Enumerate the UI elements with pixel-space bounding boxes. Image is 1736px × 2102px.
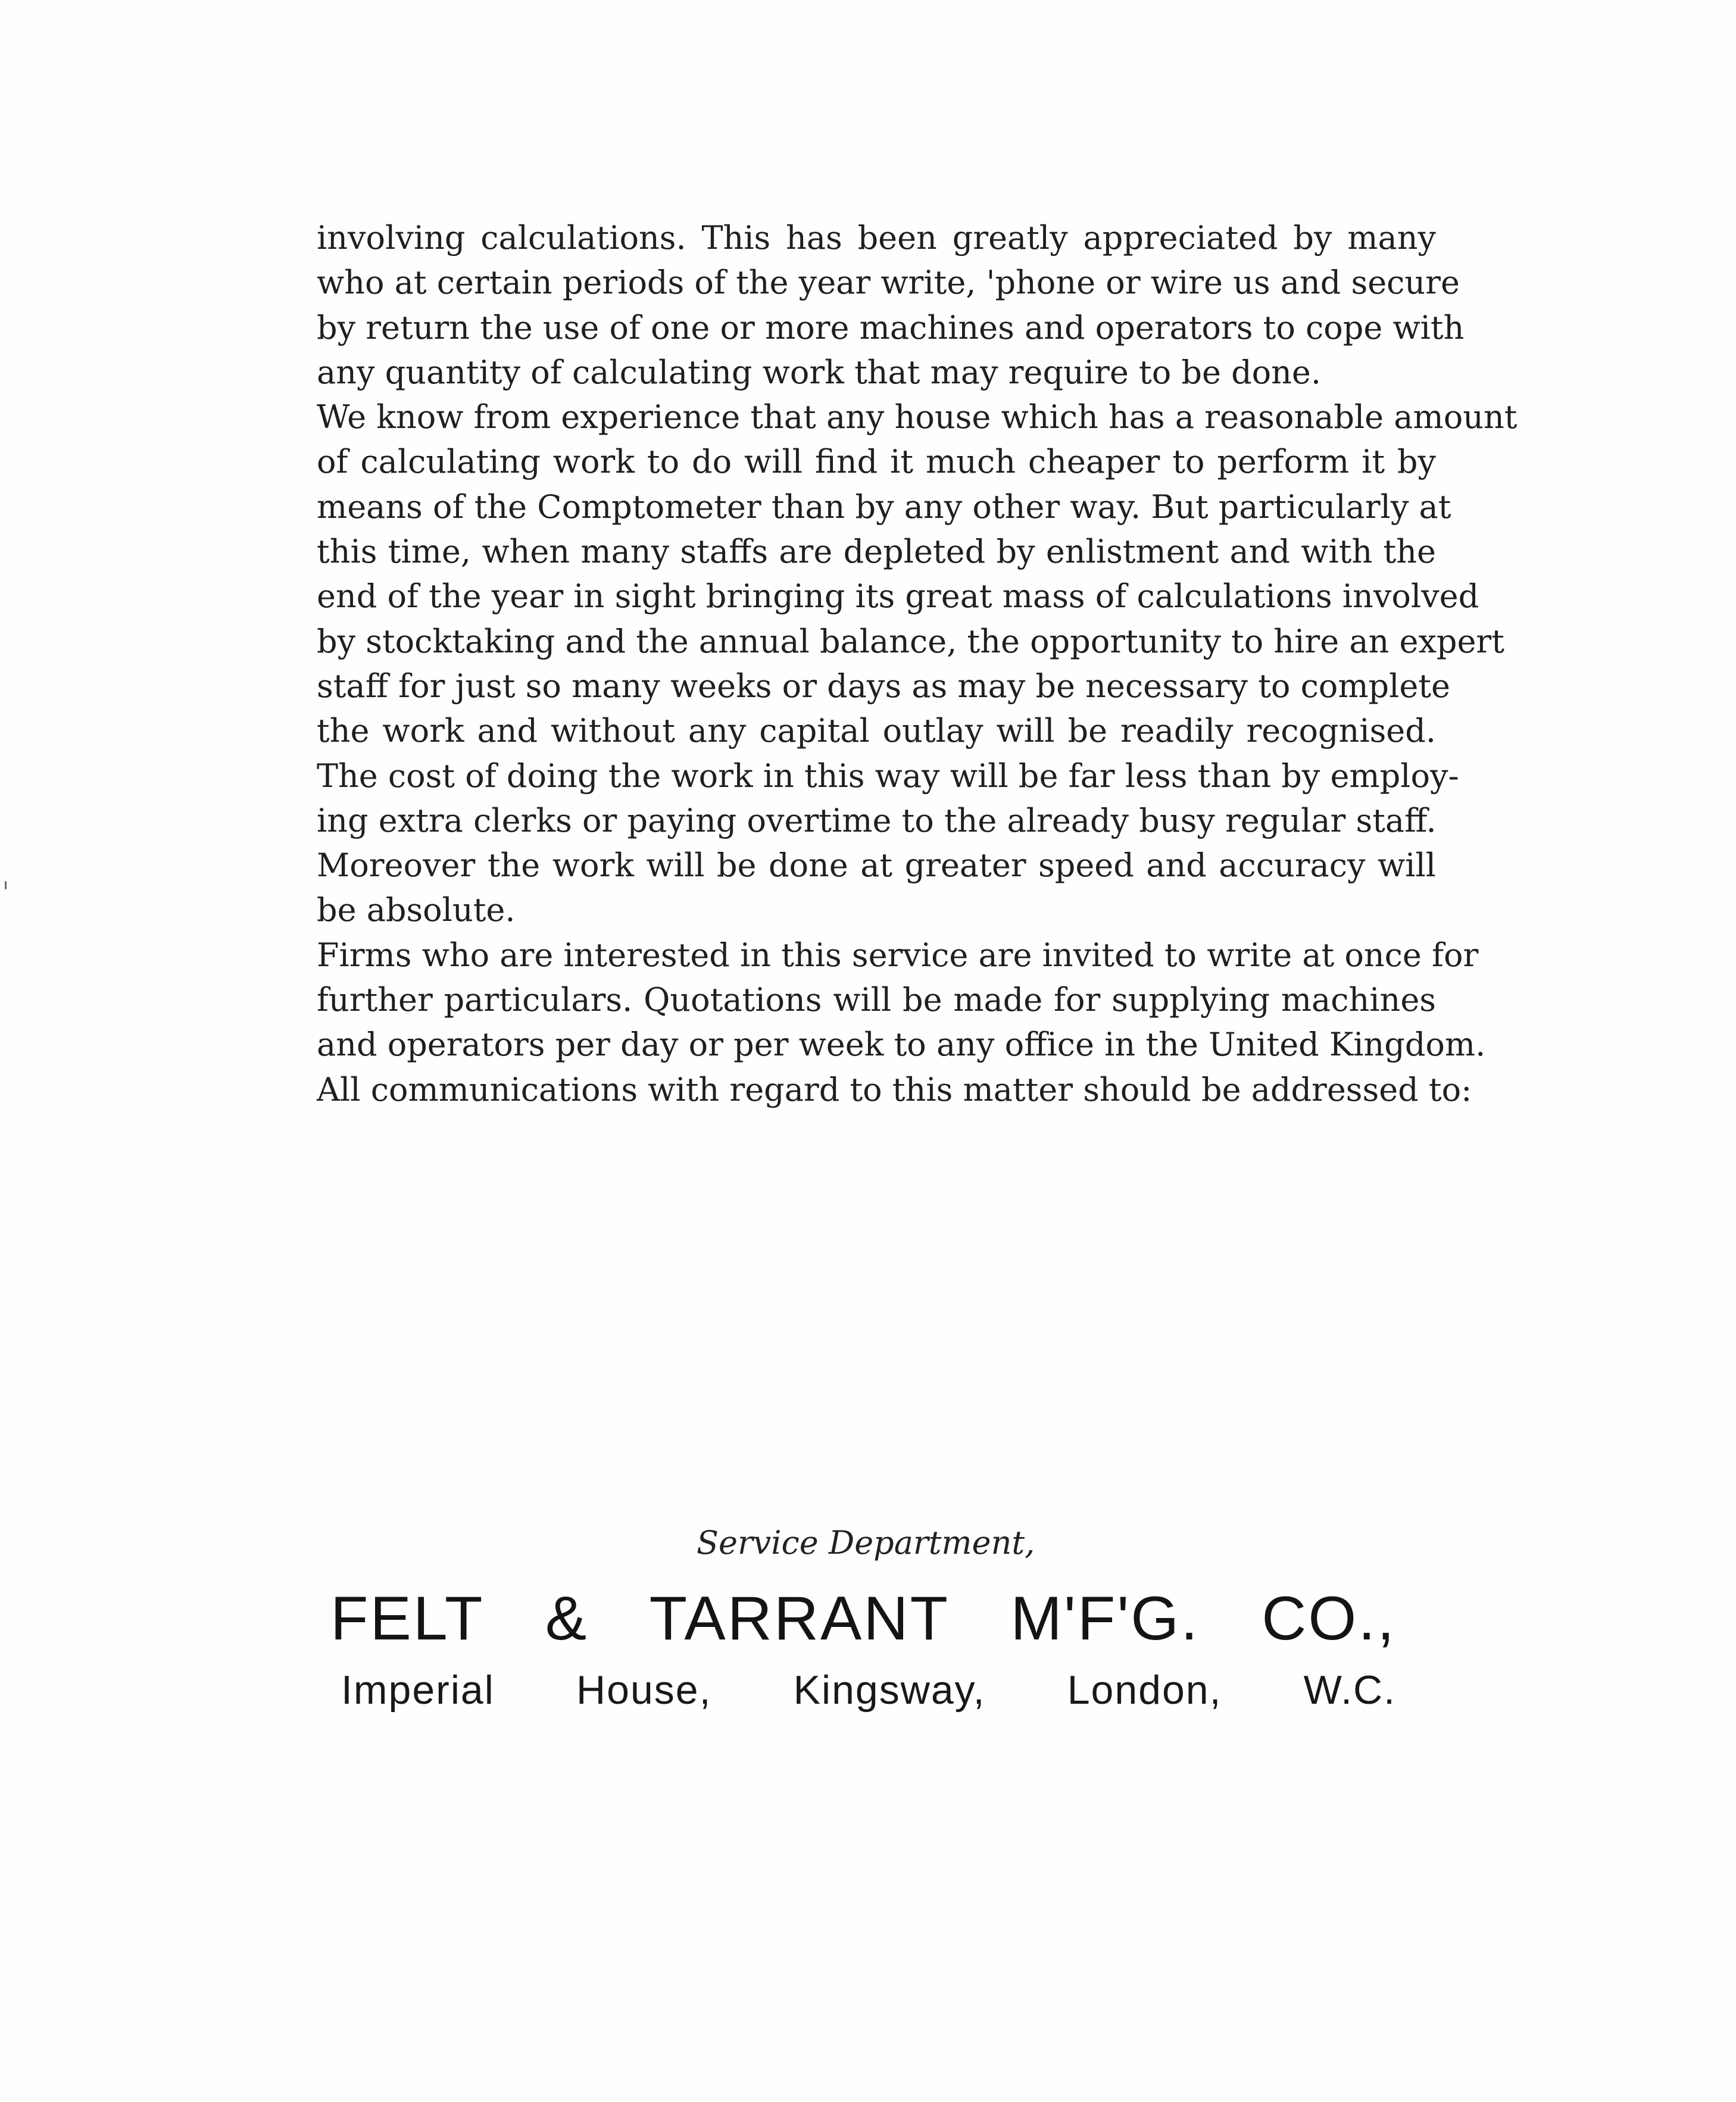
text-line: be absolute. [317, 891, 516, 929]
text-line: means of the Comptometer than by any other way. But particularly at [317, 488, 1451, 526]
paragraph-3 [317, 933, 1486, 1112]
text-line: We know from experience that any house which has a reasonable amount [317, 398, 1518, 436]
text-line: of calculating work to do will find it much cheaper to perform it by [317, 443, 1436, 481]
text-line: The cost of doing the work in this way will be far less than by employ- [317, 757, 1459, 795]
text-line: Firms who are interested in this service are invited to write at once for [317, 936, 1479, 974]
paragraph-2 [317, 395, 1518, 933]
text-line: Moreover the work will be done at greater speed and accuracy will [317, 847, 1436, 885]
text-line: ing extra clerks or paying overtime to the already busy regular staff. [317, 801, 1437, 839]
text-line: any quantity of calculating work that may require to be done. [317, 353, 1322, 391]
company-name: FELT & TARRANT M'F'G. CO., [330, 1584, 1396, 1653]
text-line: end of the year in sight bringing its great mass of calculations involved [317, 577, 1479, 616]
text-line: by return the use of one or more machines and operators to cope with [317, 308, 1465, 346]
text-line: this time, when many staffs are depleted by enlistment and with the [317, 533, 1436, 571]
text-line: by stocktaking and the annual balance, the opportunity to hire an expert [317, 622, 1504, 660]
text-line: further particulars. Quotations will be made for supplying machines [317, 981, 1436, 1019]
body-text [317, 215, 1518, 1112]
text-line: the work and without any capital outlay will be readily recognised. [317, 712, 1436, 750]
text-line: who at certain periods of the year write, 'phone or wire us and secure [317, 264, 1460, 302]
text-line: All communications with regard to this matter should be addressed to: [317, 1070, 1472, 1108]
department-name: Service Department, [697, 1524, 1035, 1561]
company-address: Imperial House, Kingsway, London, W.C. [341, 1667, 1396, 1713]
scan-speck [5, 881, 7, 889]
text-line: involving calculations. This has been greatly appreciated by many [317, 219, 1436, 257]
text-line: staff for just so many weeks or days as may be necessary to complete [317, 667, 1450, 705]
paragraph-1 [317, 215, 1465, 395]
text-line: and operators per day or per week to any office in the United Kingdom. [317, 1026, 1486, 1064]
